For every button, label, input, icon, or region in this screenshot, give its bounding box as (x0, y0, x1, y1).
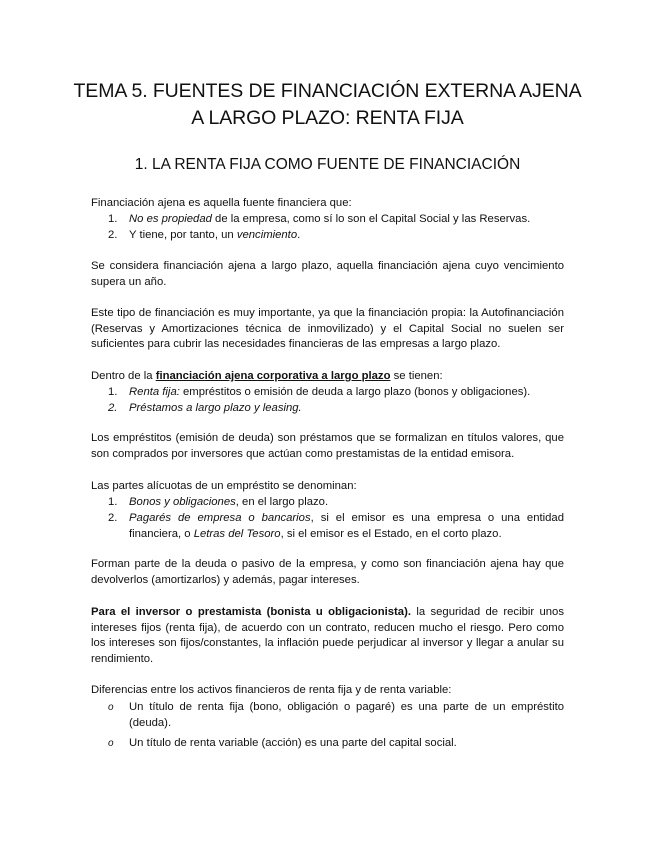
paragraph-corporate (91, 369, 564, 385)
paragraph-text: se tienen: (390, 370, 443, 382)
title-line-1: TEMA 5. FUENTES DE FINANCIACIÓN EXTERNA AJENA (73, 80, 582, 102)
paragraph-alicuotas: Las partes alícuotas de un empréstito se denominan: (91, 480, 357, 492)
bullet-icon: o (108, 738, 114, 749)
list-item-text (129, 495, 564, 511)
paragraph-importance: Este tipo de financiación es muy importante, ya que la financiación propia: la Autofinanciación (Reservas y Amortizaciones técnica de inmovilizado) y el Capital Social no suelen ser suficientes para cubrir las necesidades financieras de las empresas a largo plazo. (91, 307, 564, 350)
list-text: Un título de renta fija (bono, obligación o pagaré) es una parte de un empréstito (deuda). (129, 701, 564, 729)
bullet-icon: o (108, 702, 114, 713)
list-emphasis: No es propiedad (129, 213, 212, 225)
list-emphasis: vencimiento (236, 229, 298, 241)
paragraph-definition: Financiación ajena es aquella fuente financiera que: (91, 197, 352, 209)
bold-term: Para el inversor o prestamista (bonista u obligacionista). (91, 606, 411, 618)
paragraph-long-term: Se considera financiación ajena a largo plazo, aquella financiación ajena cuyo vencimiento supera un año. (91, 260, 564, 288)
list-emphasis: Pagarés de empresa o bancarios (129, 512, 311, 524)
list-number: 1. (108, 213, 118, 225)
paragraph-text: Dentro de la (91, 370, 156, 382)
list-emphasis: Bonos y obligaciones (129, 496, 236, 508)
paragraph-text: la seguridad de recibir unos intereses fijos (renta fija), de acuerdo con un contrato, reducen mucho el riesgo. Pero como los intereses son fijos/constantes, la inflación puede perjudicar al inversor y llegar a anular su rendimiento. (91, 606, 564, 665)
paragraph-inversor (91, 605, 564, 667)
list-number: 1. (108, 496, 118, 508)
list-text: . (297, 229, 301, 241)
list-number: 1. (108, 386, 118, 398)
list-text: Un título de renta variable (acción) es una parte del capital social. (129, 737, 457, 749)
list-number: 2. (108, 402, 118, 414)
list-item-text (129, 228, 564, 244)
underlined-term: financiación ajena corporativa a largo plazo (155, 370, 391, 382)
list-text: , si el emisor es una empresa o una entidad financiera, o (129, 512, 564, 540)
list-item-text (129, 401, 564, 417)
paragraph-emprestitos: Los empréstitos (emisión de deuda) son préstamos que se formalizan en títulos valores, que son comprados por inversores que actúan como prestamistas de la entidad emisora. (91, 432, 564, 460)
paragraph-diferencias: Diferencias entre los activos financieros de renta fija y de renta variable: (91, 684, 452, 696)
list-text: , en el largo plazo. (235, 496, 329, 508)
list-text: empréstitos o emisión de deuda a largo plazo (bonos y obligaciones). (179, 386, 531, 398)
list-text: Y tiene, por tanto, un (129, 229, 237, 241)
document-title (60, 78, 595, 132)
title-line-2: A LARGO PLAZO: RENTA FIJA (191, 107, 464, 129)
list-emphasis: Letras del Tesoro (193, 527, 281, 540)
list-text: , si el emisor es el Estado, en el corto plazo. (280, 527, 502, 540)
list-item-text (129, 511, 564, 542)
list-text: de la empresa, como sí lo son el Capital Social y las Reservas. (211, 213, 531, 225)
list-item-text (129, 385, 564, 401)
list-item-text (129, 212, 564, 228)
list-emphasis: Renta fija: (129, 386, 180, 398)
list-number: 2. (108, 512, 118, 524)
list-emphasis: Préstamos a largo plazo y leasing. (129, 402, 302, 414)
list-number: 2. (108, 229, 118, 241)
section-title: 1. LA RENTA FIJA COMO FUENTE DE FINANCIACIÓN (134, 156, 521, 173)
paragraph-deuda: Forman parte de la deuda o pasivo de la empresa, y como son financiación ajena hay que devolverlos (amortizarlos) y además, pagar intereses. (91, 558, 564, 586)
